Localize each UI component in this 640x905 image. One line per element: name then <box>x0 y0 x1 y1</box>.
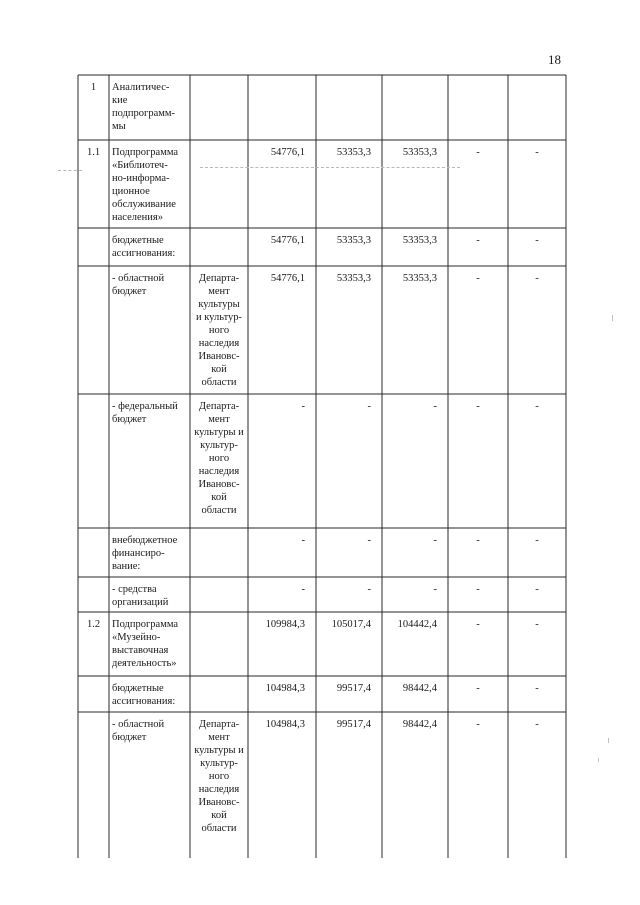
scan-artifact-line <box>58 170 82 171</box>
row-name: - областной бюджет <box>112 273 165 297</box>
row-name: Аналитичес- кие подпрограмм- мы <box>112 82 176 132</box>
row-executor: Департа- мент культуры и культур- ного наследия Ивановс- кой области <box>194 401 244 516</box>
value-year-2: - <box>367 401 371 412</box>
row-executor: Департа- мент культуры и культур- ного наследия Ивановс- кой области <box>195 273 243 388</box>
value-year-3: - <box>433 584 437 595</box>
value-year-2: 53353,3 <box>336 147 371 158</box>
value-year-5: - <box>535 273 539 284</box>
value-year-3: 104442,4 <box>397 619 437 630</box>
row-name: Подпрограмма «Библиотеч- но-информа- ционное обслуживание населения» <box>112 147 179 223</box>
value-year-5: - <box>535 401 539 412</box>
value-year-4: - <box>476 683 480 694</box>
value-year-3: - <box>433 401 437 412</box>
value-year-4: - <box>476 273 480 284</box>
value-year-3: - <box>433 535 437 546</box>
row-number: 1.2 <box>86 619 101 630</box>
row-number: 1.1 <box>86 147 101 158</box>
value-year-4: - <box>476 719 480 730</box>
value-year-5: - <box>535 535 539 546</box>
value-year-5: - <box>535 584 539 595</box>
row-name: внебюджетное финансиро- вание: <box>112 535 178 572</box>
scan-speck <box>598 758 599 762</box>
value-year-4: - <box>476 147 480 158</box>
scan-speck <box>608 738 609 743</box>
row-name: - областной бюджет <box>112 719 165 743</box>
value-year-4: - <box>476 584 480 595</box>
row-name: - средства организаций <box>112 584 169 608</box>
value-year-5: - <box>535 619 539 630</box>
value-year-4: - <box>476 235 480 246</box>
scan-artifact-line <box>200 167 460 168</box>
value-year-1: 54776,1 <box>270 147 305 158</box>
value-year-5: - <box>535 683 539 694</box>
value-year-5: - <box>535 147 539 158</box>
value-year-2: - <box>367 584 371 595</box>
value-year-3: 98442,4 <box>402 683 437 694</box>
page-number: 18 <box>548 52 561 67</box>
value-year-1: 109984,3 <box>265 619 305 630</box>
value-year-4: - <box>476 535 480 546</box>
value-year-2: 99517,4 <box>336 719 371 730</box>
value-year-2: 53353,3 <box>336 273 371 284</box>
value-year-5: - <box>535 719 539 730</box>
row-name: Подпрограмма «Музейно- выставочная деятельность» <box>112 619 179 669</box>
scan-speck <box>612 315 613 321</box>
value-year-5: - <box>535 235 539 246</box>
row-name: бюджетные ассигнования: <box>112 683 176 707</box>
value-year-3: 98442,4 <box>402 719 437 730</box>
row-number: 1 <box>90 82 97 93</box>
row-name: - федеральный бюджет <box>112 401 178 425</box>
value-year-2: 53353,3 <box>336 235 371 246</box>
value-year-4: - <box>476 401 480 412</box>
value-year-1: 104984,3 <box>265 683 305 694</box>
value-year-2: - <box>367 535 371 546</box>
row-executor: Департа- мент культуры и культур- ного наследия Ивановс- кой области <box>194 719 244 834</box>
value-year-1: - <box>301 535 305 546</box>
value-year-1: - <box>301 401 305 412</box>
value-year-2: 105017,4 <box>331 619 371 630</box>
row-name: бюджетные ассигнования: <box>112 235 176 259</box>
value-year-1: 54776,1 <box>270 273 305 284</box>
value-year-1: 54776,1 <box>270 235 305 246</box>
value-year-1: 104984,3 <box>265 719 305 730</box>
value-year-2: 99517,4 <box>336 683 371 694</box>
value-year-4: - <box>476 619 480 630</box>
value-year-3: 53353,3 <box>402 147 437 158</box>
value-year-3: 53353,3 <box>402 235 437 246</box>
value-year-3: 53353,3 <box>402 273 437 284</box>
value-year-1: - <box>301 584 305 595</box>
